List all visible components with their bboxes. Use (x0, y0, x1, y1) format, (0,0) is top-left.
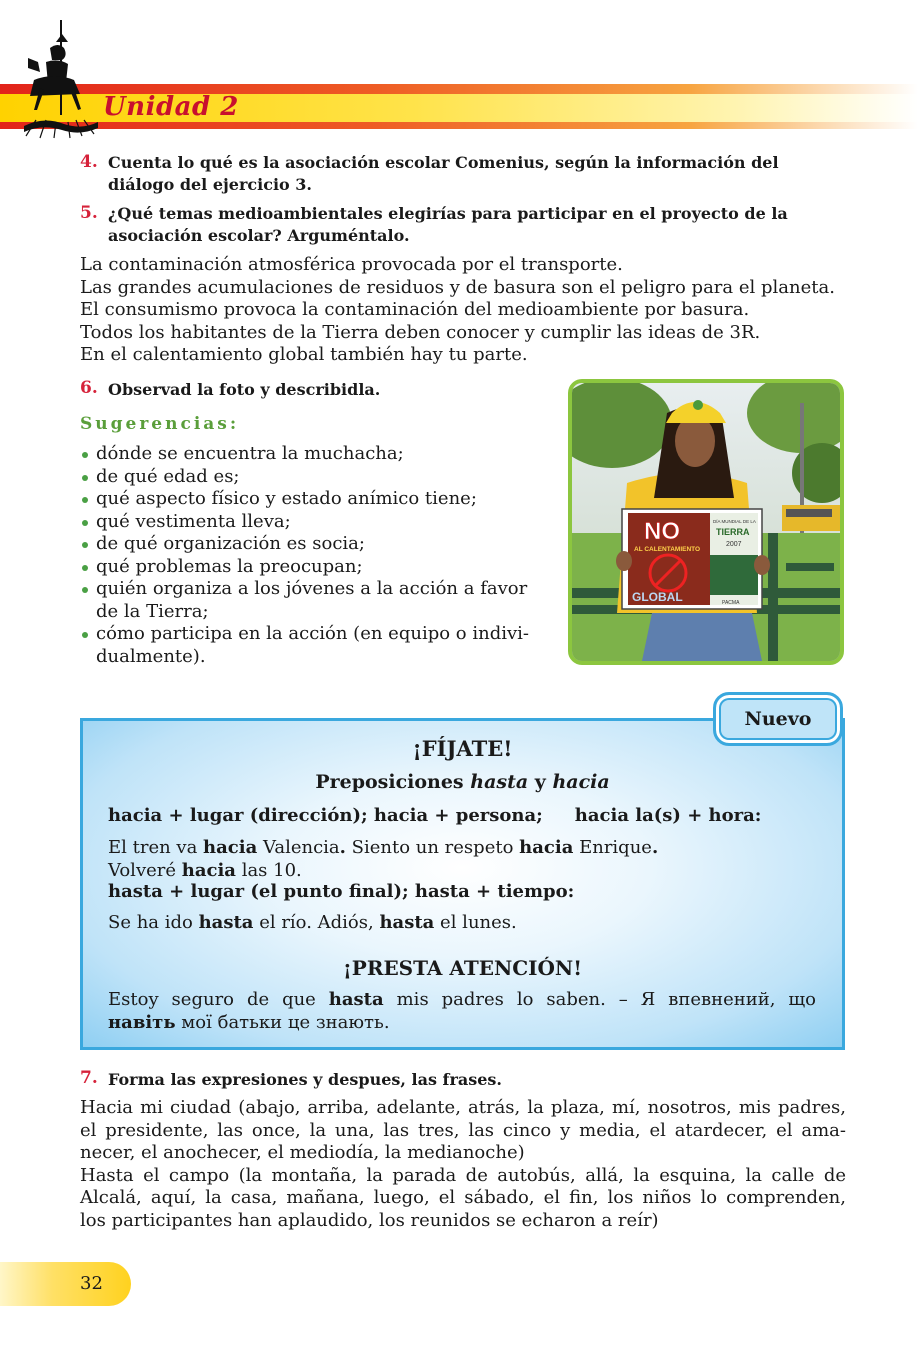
box-title: ¡FÍJATE! (412, 736, 513, 761)
emphasis-text: навіть (108, 1012, 176, 1033)
exercise-text-line: Cuenta lo qué es la asociación escolar Comenius, según la información del (108, 153, 779, 172)
emphasis-text: hacia (181, 860, 236, 881)
emphasis-text: . (339, 837, 346, 858)
paragraph-line: Hacia mi ciudad (abajo, arriba, adelante, atrás, la plaza, mí, nosotros, mis padres, (80, 1097, 846, 1118)
bullet-icon (82, 587, 88, 593)
text-run: Valencia (257, 837, 340, 858)
emphasis-text: hacia (519, 837, 574, 858)
exercise-7-paragraph (80, 1097, 846, 1232)
example-line (108, 912, 517, 933)
svg-text:NO: NO (644, 518, 680, 545)
text-run: Siento un respeto (345, 837, 520, 858)
emphasis-text: . (651, 837, 659, 858)
emphasis-text: hasta (198, 912, 254, 933)
box-subtitle: Preposiciones hasta y hacia (315, 771, 610, 793)
paragraph-line: Alcalá, aquí, la casa, mañana, luego, el sábado, el fin, los niños lo comprenden, (80, 1187, 846, 1208)
photo-girl-with-poster (568, 379, 844, 665)
attention-title: ¡PRESTA ATENCIÓN! (343, 956, 582, 980)
rule-hasta: hasta + lugar (el punto final); hasta + tiempo: (108, 881, 575, 902)
text-run: el río. Adiós, (253, 912, 380, 933)
example-line (108, 837, 658, 858)
list-item-continuation: dualmente). (96, 645, 206, 667)
bullet-icon (82, 497, 88, 503)
exercise-text-line: diálogo del ejercicio 3. (108, 175, 312, 194)
svg-text:2007: 2007 (726, 541, 742, 548)
paragraph-line: Las grandes acumulaciones de residuos y de basura son el peligro para el planeta. (80, 276, 835, 298)
new-badge: Nuevo (713, 692, 843, 746)
text-run: Se ha ido (108, 912, 199, 933)
bullet-icon (82, 520, 88, 526)
example-line (108, 860, 302, 881)
paragraph-line: En el calentamiento global también hay tu parte. (80, 344, 528, 365)
text-run: las 10. (235, 860, 302, 881)
list-item: cómo participa en la acción (en equipo o indivi- (80, 623, 550, 646)
text-run: Volveré (108, 860, 182, 881)
attention-line (108, 1012, 390, 1033)
emphasis-text: hasta (328, 989, 384, 1010)
emphasis-text: hacia (203, 837, 258, 858)
emphasis-text: hasta (379, 912, 435, 933)
exercise-text-line: ¿Qué temas medioambientales elegirías para participar en el proyecto de la (108, 204, 788, 223)
suggestions-title: Sugerencias: (80, 414, 240, 434)
header-band-bottom (0, 122, 918, 129)
list-item: de qué organización es socia; (80, 533, 550, 556)
text-run: El tren va (108, 837, 204, 858)
exercise-number: 6. (80, 378, 98, 398)
list-item: qué aspecto físico y estado anímico tiene; (80, 488, 550, 511)
exercise-number: 4. (80, 152, 98, 172)
answer-paragraph (80, 254, 860, 367)
svg-text:DÍA MUNDIAL DE LA: DÍA MUNDIAL DE LA (713, 519, 756, 524)
rule-hacia: hacia + lugar (dirección); hacia + persona; hacia la(s) + hora: (108, 805, 762, 826)
paragraph-line: los participantes han aplaudido, los reunidos se echaron a reír) (80, 1209, 659, 1231)
text-run: Enrique (573, 837, 652, 858)
paragraph-line: necer, el anochecer, el mediodía, la medianoche) (80, 1142, 525, 1163)
bullet-icon (82, 475, 88, 481)
svg-text:PACMA: PACMA (722, 600, 740, 606)
text-run: mis padres lo saben. – Я впевнений, що (383, 989, 816, 1010)
exercise-text-line: asociación escolar? Arguméntalo. (108, 226, 410, 245)
page-number: 32 (80, 1273, 103, 1294)
paragraph-line: Todos los habitantes de la Tierra deben conocer y cumplir las ideas de 3R. (80, 321, 761, 343)
bullet-icon (82, 452, 88, 458)
bullet-icon (82, 542, 88, 548)
svg-text:TIERRA: TIERRA (716, 527, 750, 537)
bullet-icon (82, 565, 88, 571)
attention-line (108, 989, 816, 1010)
text-run: мої батьки це знають. (175, 1012, 390, 1033)
exercise-text-line: Forma las expresiones y despues, las frases. (108, 1070, 502, 1089)
exercise-number: 7. (80, 1068, 98, 1088)
text-run: el lunes. (434, 912, 517, 933)
unit-title: Unidad 2 (103, 92, 239, 122)
exercise-number: 5. (80, 203, 98, 223)
list-item: de qué edad es; (80, 466, 550, 489)
don-quixote-logo (20, 18, 104, 144)
text-run: Estoy seguro de que (108, 989, 329, 1010)
svg-text:AL CALENTAMIENTO: AL CALENTAMIENTO (634, 546, 701, 553)
page-number-tab (0, 1262, 131, 1306)
exercise-text-line: Observad la foto y describidla. (108, 380, 381, 399)
paragraph-line: La contaminación atmosférica provocada por el transporte. (80, 254, 623, 275)
list-item: qué problemas la preocupan; (80, 556, 550, 579)
list-item: dónde se encuentra la muchacha; (80, 443, 550, 466)
suggestions-list (80, 443, 550, 668)
paragraph-line: El consumismo provoca la contaminación del medioambiente por basura. (80, 299, 750, 320)
bullet-icon (82, 632, 88, 638)
list-item: qué vestimenta lleva; (80, 511, 550, 534)
paragraph-line: Hasta el campo (la montaña, la parada de autobús, allá, la esquina, la calle de (80, 1164, 846, 1186)
paragraph-line: el presidente, las once, la una, las tres, las cinco y media, el atardecer, el ama- (80, 1119, 846, 1141)
list-item: quién organiza a los jóvenes a la acción a favor (80, 578, 550, 601)
list-item-continuation: de la Tierra; (96, 600, 209, 622)
svg-text:GLOBAL: GLOBAL (632, 590, 683, 604)
